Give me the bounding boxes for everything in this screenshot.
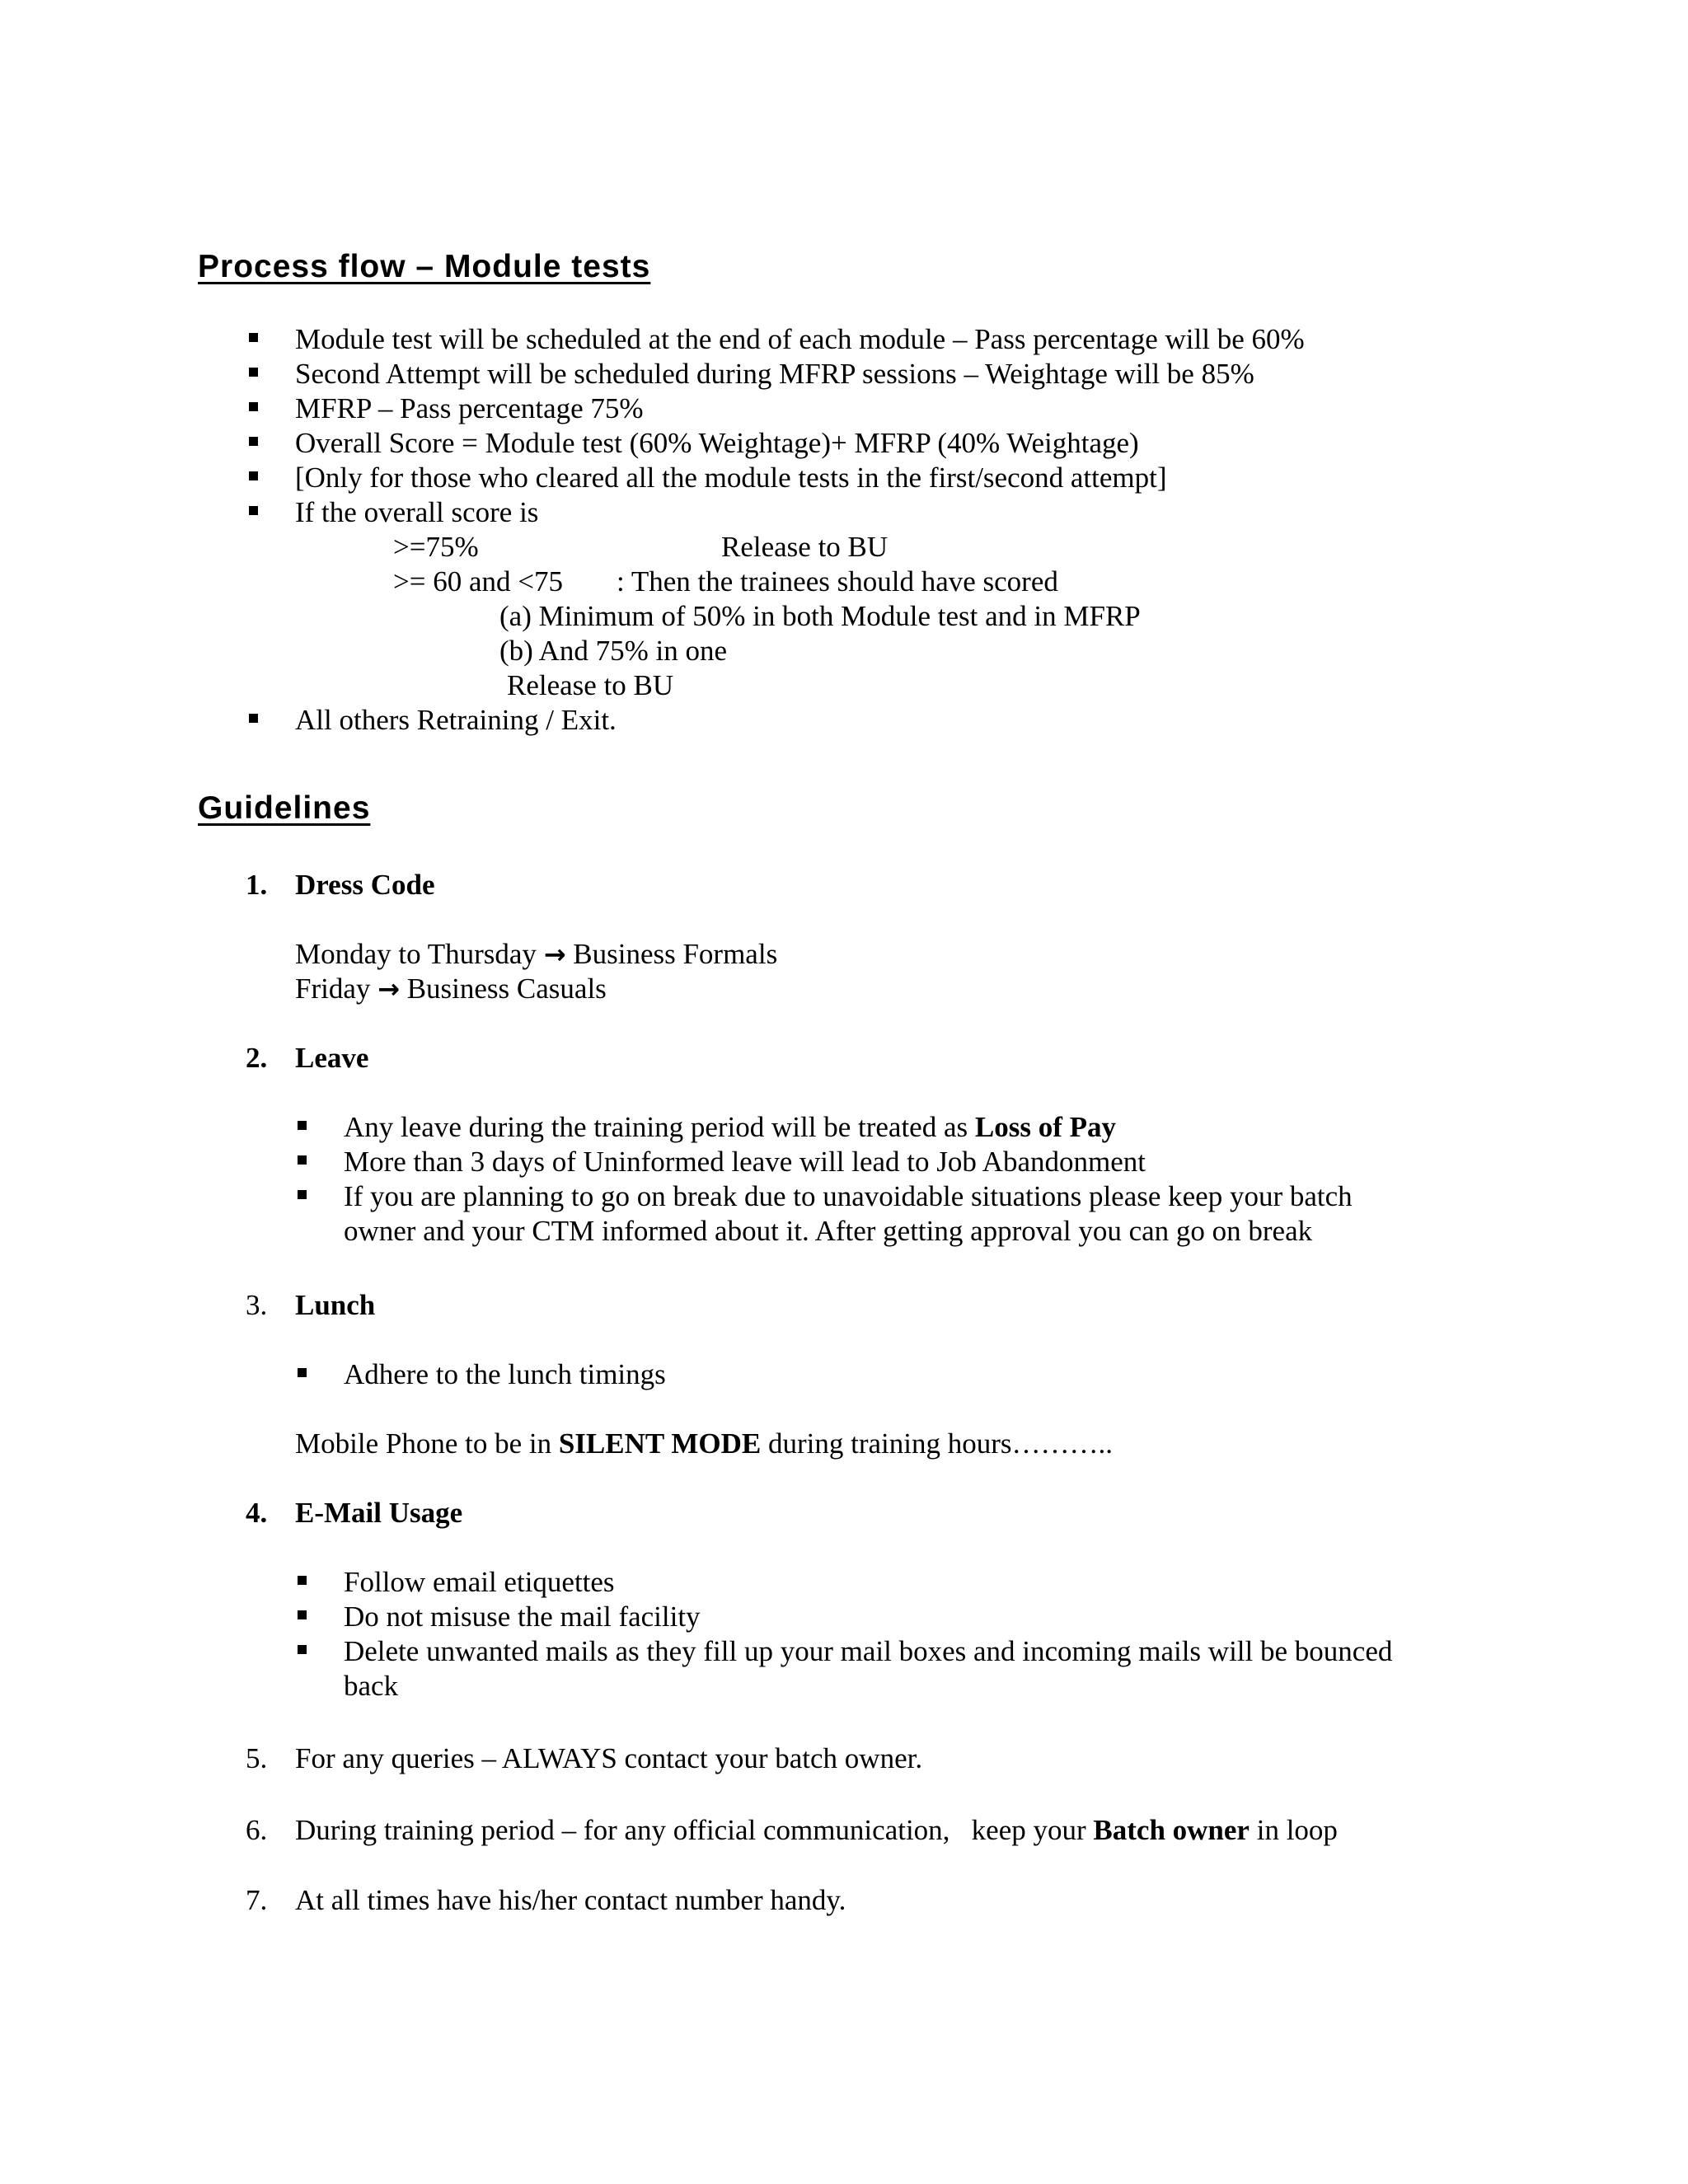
communication-suffix: in loop (1249, 1814, 1338, 1846)
leave-bullet-1-text: Any leave during the training period will be treated as (344, 1111, 975, 1143)
process-bullet-6: If the overall score is (295, 496, 539, 528)
arrow-right-icon: → (543, 939, 566, 970)
dress-code-title: Dress Code (295, 869, 435, 901)
bullet-marker (249, 333, 258, 342)
guideline-number: 7. (246, 1884, 268, 1916)
bullet-marker (298, 1121, 307, 1130)
lunch-title: Lunch (295, 1289, 376, 1321)
bullet-marker (298, 1155, 307, 1165)
bullet-marker (249, 506, 258, 515)
condition-2-rule: : Then the trainees should have scored (617, 565, 1058, 598)
email-bullet-2: Do not misuse the mail facility (344, 1601, 701, 1633)
batch-owner-emphasis: Batch owner (1093, 1814, 1250, 1846)
dress-attire: Business Casuals (406, 972, 607, 1005)
process-bullet-5: [Only for those who cleared all the module tests in the first/second attempt] (295, 462, 1167, 494)
loss-of-pay-emphasis: Loss of Pay (974, 1111, 1116, 1143)
dress-line-weekdays (295, 937, 777, 972)
email-bullet-3-line-2: back (344, 1670, 399, 1702)
dress-days: Monday to Thursday (295, 938, 537, 970)
guideline-number: 3. (246, 1289, 268, 1321)
leave-bullet-3-line-1: If you are planning to go on break due to unavoidable situations please keep your batch (344, 1180, 1353, 1212)
bullet-marker (249, 471, 258, 480)
communication-guideline (295, 1813, 1338, 1848)
bullet-marker (249, 368, 258, 377)
bullet-marker (249, 437, 258, 446)
silent-mode-emphasis: SILENT MODE (558, 1427, 762, 1460)
bullet-marker (249, 714, 258, 723)
guideline-number: 4. (246, 1497, 268, 1529)
mobile-note-prefix: Mobile Phone to be in (295, 1427, 559, 1460)
bullet-marker (298, 1576, 307, 1585)
leave-title: Leave (295, 1042, 369, 1074)
leave-bullet-1 (344, 1110, 1116, 1145)
condition-2-b: (b) And 75% in one (499, 635, 728, 667)
email-usage-title: E-Mail Usage (295, 1497, 463, 1529)
guideline-number: 6. (246, 1814, 268, 1846)
mobile-phone-note (295, 1427, 1113, 1461)
mobile-note-suffix: during training hours……….. (761, 1427, 1114, 1460)
email-bullet-3-line-1: Delete unwanted mails as they fill up your mail boxes and incoming mails will be bounced (344, 1635, 1393, 1667)
leave-bullet-3-line-2: owner and your CTM informed about it. After getting approval you can go on break (344, 1215, 1313, 1247)
communication-prefix: During training period – for any official communication, keep your (295, 1814, 1094, 1846)
process-bullet-2: Second Attempt will be scheduled during MFRP sessions – Weightage will be 85% (295, 358, 1254, 390)
guideline-number: 1. (246, 869, 268, 901)
leave-bullet-2: More than 3 days of Uninformed leave will lead to Job Abandonment (344, 1146, 1146, 1178)
arrow-right-icon: → (377, 973, 400, 1005)
process-flow-heading: Process flow – Module tests (198, 249, 651, 284)
bullet-marker (249, 402, 258, 411)
guideline-number: 2. (246, 1042, 268, 1074)
dress-line-friday (295, 972, 607, 1006)
process-bullet-4: Overall Score = Module test (60% Weightage)+ MFRP (40% Weightage) (295, 427, 1139, 459)
dress-attire: Business Formals (573, 938, 778, 970)
guideline-number: 5. (246, 1742, 268, 1774)
condition-1-result: Release to BU (721, 531, 889, 563)
lunch-bullet-1: Adhere to the lunch timings (344, 1358, 666, 1390)
guidelines-heading: Guidelines (198, 790, 371, 826)
condition-2-threshold: >= 60 and <75 (393, 565, 564, 598)
bullet-marker (298, 1645, 307, 1654)
bullet-marker (298, 1610, 307, 1619)
condition-2-release: Release to BU (507, 669, 674, 701)
email-bullet-1: Follow email etiquettes (344, 1566, 615, 1598)
condition-2-a: (a) Minimum of 50% in both Module test and in MFRP (499, 600, 1141, 632)
process-bullet-last: All others Retraining / Exit. (295, 704, 617, 736)
contact-guideline: At all times have his/her contact number handy. (295, 1884, 846, 1916)
queries-guideline: For any queries – ALWAYS contact your batch owner. (295, 1742, 923, 1774)
bullet-marker (298, 1190, 307, 1199)
bullet-marker (298, 1368, 307, 1377)
dress-days: Friday (295, 972, 371, 1005)
condition-1-threshold: >=75% (393, 531, 479, 563)
process-bullet-1: Module test will be scheduled at the end of each module – Pass percentage will be 60% (295, 323, 1305, 355)
process-bullet-3: MFRP – Pass percentage 75% (295, 392, 644, 424)
